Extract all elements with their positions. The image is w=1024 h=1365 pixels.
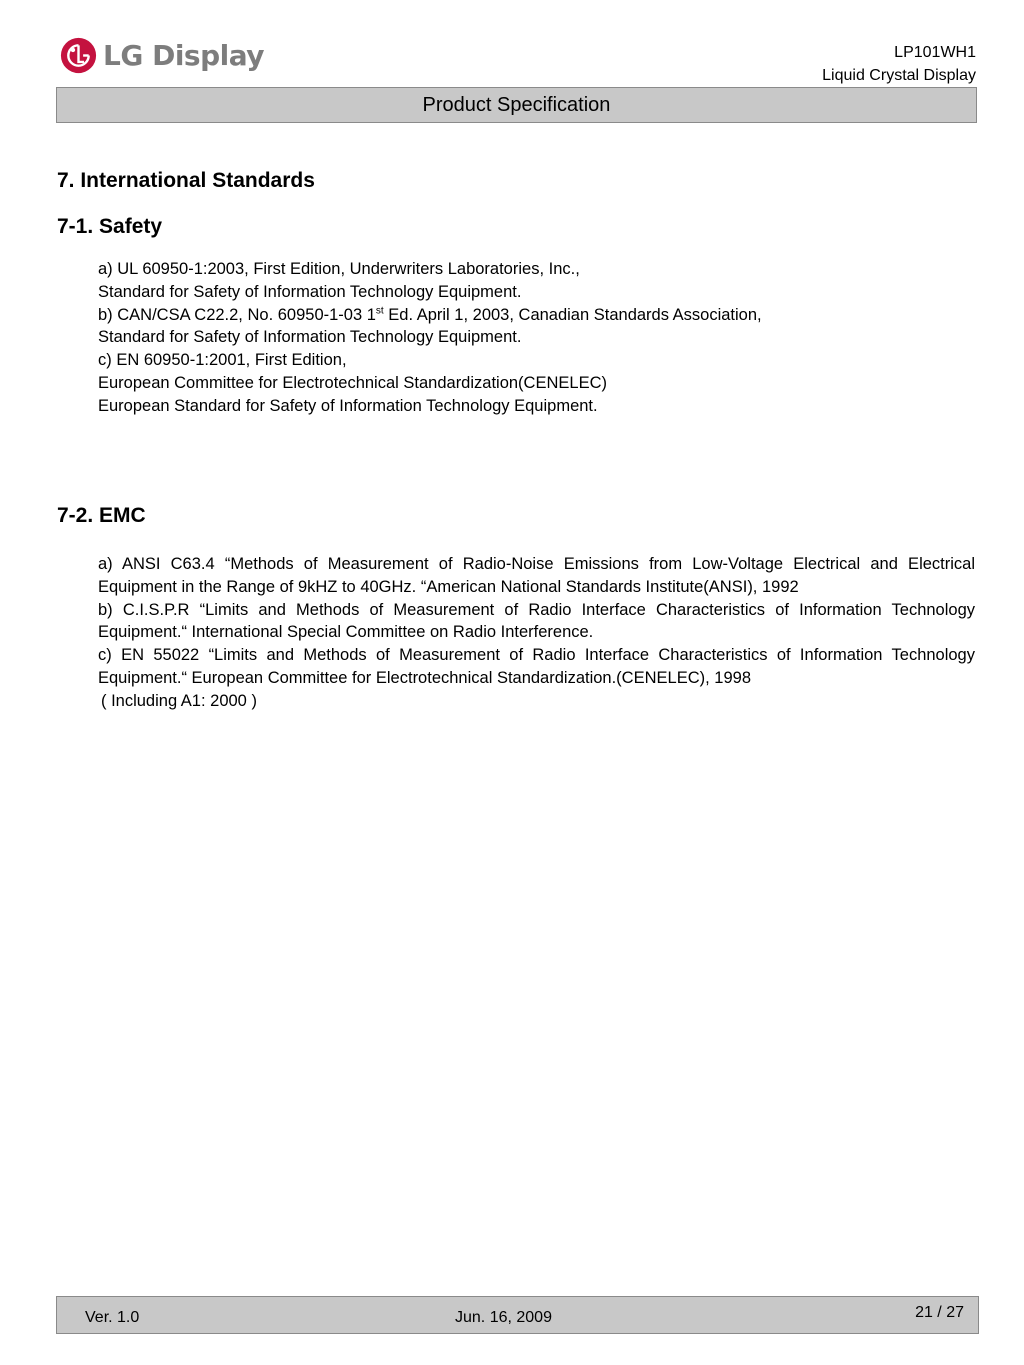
- page-number: 21 / 27: [915, 1304, 964, 1321]
- logo-wordmark: LG Display: [103, 39, 265, 72]
- document-id: [822, 41, 976, 87]
- emc-item-a: a) ANSI C63.4 “Methods of Measurement of Radio-Noise Emissions from Low-Voltage Electrical and Electrical Equipment in the Range of 9kHZ to 40GHz. “American National Standards Institute(ANSI), 1992: [98, 555, 975, 596]
- emc-item-c-note: ( Including A1: 2000 ): [101, 691, 257, 710]
- safety-item-a-line1: a) UL 60950-1:2003, First Edition, Underwriters Laboratories, Inc.,: [98, 260, 580, 278]
- emc-heading: 7-2. EMC: [57, 504, 146, 527]
- lg-logo-icon: [60, 37, 97, 74]
- model-number: LP101WH1: [894, 44, 976, 61]
- section-heading: 7. International Standards: [57, 169, 315, 192]
- safety-item-c-line3: European Standard for Safety of Information Technology Equipment.: [98, 396, 598, 415]
- date-label: Jun. 16, 2009: [455, 1309, 552, 1326]
- emc-item-b: b) C.I.S.P.R “Limits and Methods of Measurement of Radio Interface Characteristics of Information Technology Equipment.“ International Special Committee on Radio Interference.: [98, 600, 975, 642]
- page-title: Product Specification: [422, 93, 611, 116]
- page-footer: [56, 1296, 979, 1334]
- safety-item-b-line1: [98, 304, 978, 327]
- safety-item-b-line2: Standard for Safety of Information Technology Equipment.: [98, 328, 522, 347]
- version-label: Ver. 1.0: [85, 1309, 140, 1326]
- ordinal-superscript: st: [375, 305, 384, 317]
- safety-item-b-text-cont: Ed. April 1, 2003, Canadian Standards Association,: [383, 305, 762, 324]
- safety-item-b-text: b) CAN/CSA C22.2, No. 60950-1-03 1: [98, 305, 376, 324]
- safety-standards-list: [98, 258, 978, 418]
- safety-item-c-line2: European Committee for Electrotechnical Standardization(CENELEC): [98, 373, 607, 392]
- safety-item-c-line1: c) EN 60950-1:2001, First Edition,: [98, 351, 347, 370]
- safety-heading: 7-1. Safety: [57, 215, 163, 238]
- company-logo: [60, 37, 264, 74]
- title-bar: [56, 87, 977, 123]
- emc-standards-list: [98, 553, 975, 713]
- safety-item-a-line2: Standard for Safety of Information Technology Equipment.: [98, 282, 522, 301]
- product-type: Liquid Crystal Display: [822, 67, 976, 84]
- emc-item-c: c) EN 55022 “Limits and Methods of Measurement of Radio Interface Characteristics of Information Technology Equipment.“ European Committee for Electrotechnical Standardization.(CENELEC), 1998: [98, 646, 975, 687]
